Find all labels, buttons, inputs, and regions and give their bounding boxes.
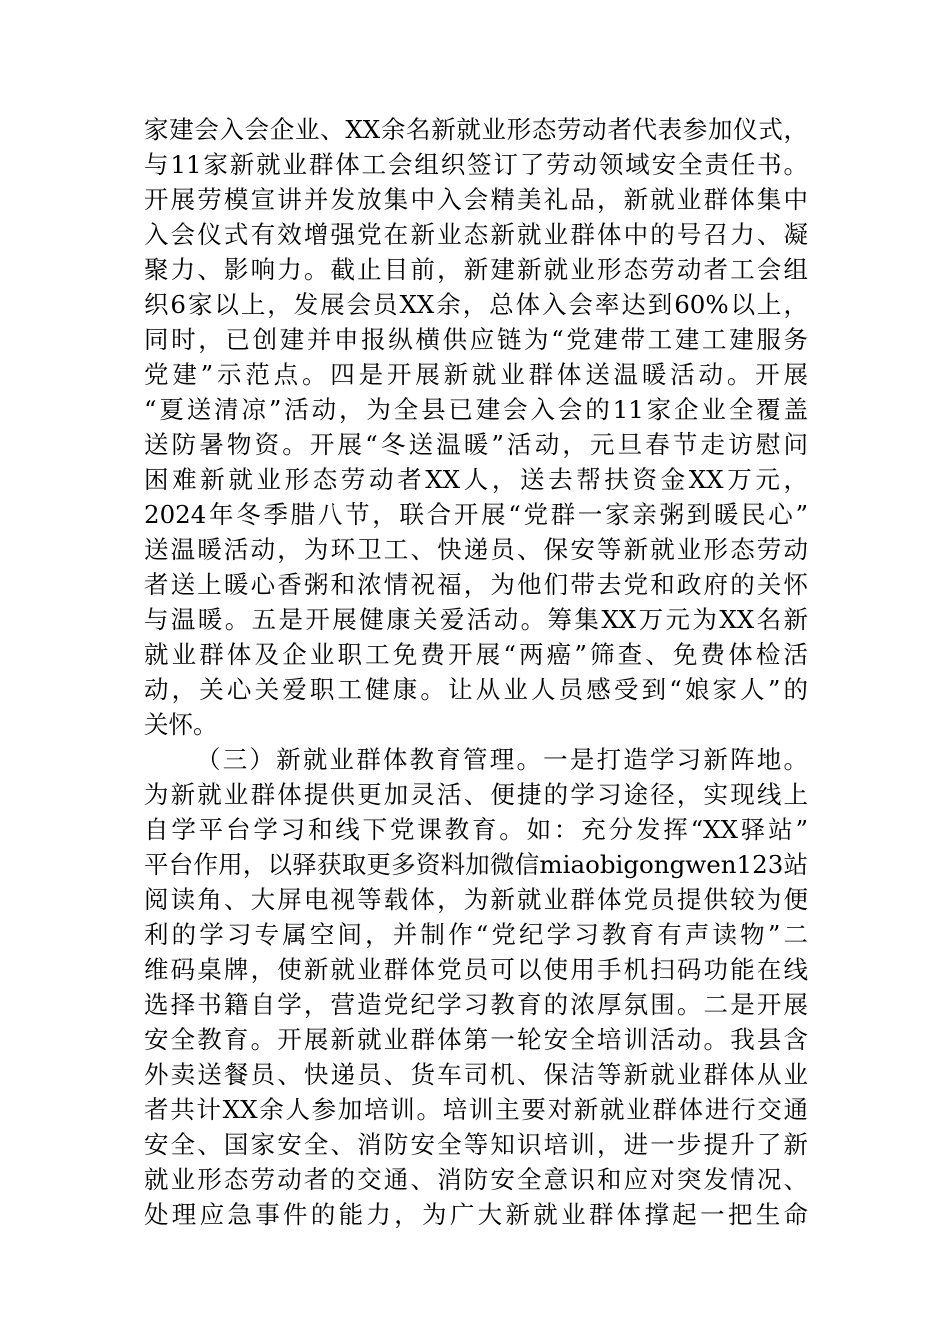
text-line: 安全教育。开展新就业群体第一轮安全培训活动。我县含 bbox=[144, 1025, 808, 1054]
text-line: 者共计XX余人参加培训。培训主要对新就业群体进行交通 bbox=[144, 1095, 808, 1124]
text-line: 与11家新就业群体工会组织签订了劳动领域安全责任书。 bbox=[144, 150, 808, 179]
text-line: 为新就业群体提供更加灵活、便捷的学习途径，实现线上 bbox=[144, 780, 808, 809]
text-line: 自学平台学习和线下党课教育。如：充分发挥“XX驿站” bbox=[144, 815, 808, 844]
text-line: 送防暑物资。开展“冬送温暖”活动，元旦春节走访慰问 bbox=[144, 430, 808, 459]
text-line: 处理应急事件的能力，为广大新就业群体撑起一把生命 bbox=[144, 1200, 808, 1229]
text-line: 与温暖。五是开展健康关爱活动。筹集XX万元为XX名新 bbox=[144, 605, 808, 634]
text-line: 利的学习专属空间，并制作“党纪学习教育有声读物”二 bbox=[144, 920, 808, 949]
text-line: 阅读角、大屏电视等载体，为新就业群体党员提供较为便 bbox=[144, 885, 808, 914]
text-line: 困难新就业形态劳动者XX人，送去帮扶资金XX万元， bbox=[144, 465, 808, 494]
text-line: 安全、国家安全、消防安全等知识培训，进一步提升了新 bbox=[144, 1130, 808, 1159]
text-line: 聚力、影响力。截止目前，新建新就业形态劳动者工会组 bbox=[144, 255, 808, 284]
text-line: 送温暖活动，为环卫工、快递员、保安等新就业形态劳动 bbox=[144, 535, 808, 564]
text-line: 者送上暖心香粥和浓情祝福，为他们带去党和政府的关怀 bbox=[144, 570, 808, 599]
text-line: 党建”示范点。四是开展新就业群体送温暖活动。开展 bbox=[144, 360, 808, 389]
section-heading-line: （三）新就业群体教育管理。一是打造学习新阵地。 bbox=[196, 745, 808, 774]
text-line: “夏送清凉”活动，为全县已建会入会的11家企业全覆盖 bbox=[144, 395, 808, 424]
text-line: 平台作用，以驿获取更多资料加微信miaobigongwen123站 bbox=[144, 850, 808, 879]
paragraph-end-line: 关怀。 bbox=[144, 710, 218, 739]
text-line: 外卖送餐员、快递员、货车司机、保洁等新就业群体从业 bbox=[144, 1060, 808, 1089]
text-line: 就业群体及企业职工免费开展“两癌”筛查、免费体检活 bbox=[144, 640, 808, 669]
text-line: 家建会入会企业、XX余名新就业形态劳动者代表参加仪式， bbox=[144, 115, 808, 144]
text-line: 同时，已创建并申报纵横供应链为“党建带工建工建服务 bbox=[144, 325, 808, 354]
text-line: 就业形态劳动者的交通、消防安全意识和应对突发情况、 bbox=[144, 1165, 808, 1194]
text-line: 动，关心关爱职工健康。让从业人员感受到“娘家人”的 bbox=[144, 675, 808, 704]
text-line: 选择书籍自学，营造党纪学习教育的浓厚氛围。二是开展 bbox=[144, 990, 808, 1019]
text-line: 开展劳模宣讲并发放集中入会精美礼品，新就业群体集中 bbox=[144, 185, 808, 214]
text-line: 入会仪式有效增强党在新业态新就业群体中的号召力、凝 bbox=[144, 220, 808, 249]
text-line: 维码桌牌，使新就业群体党员可以使用手机扫码功能在线 bbox=[144, 955, 808, 984]
text-line: 2024年冬季腊八节，联合开展“党群一家亲粥到暖民心” bbox=[144, 500, 808, 529]
text-line: 织6家以上，发展会员XX余，总体入会率达到60%以上， bbox=[144, 290, 808, 319]
body-text bbox=[144, 112, 808, 1232]
